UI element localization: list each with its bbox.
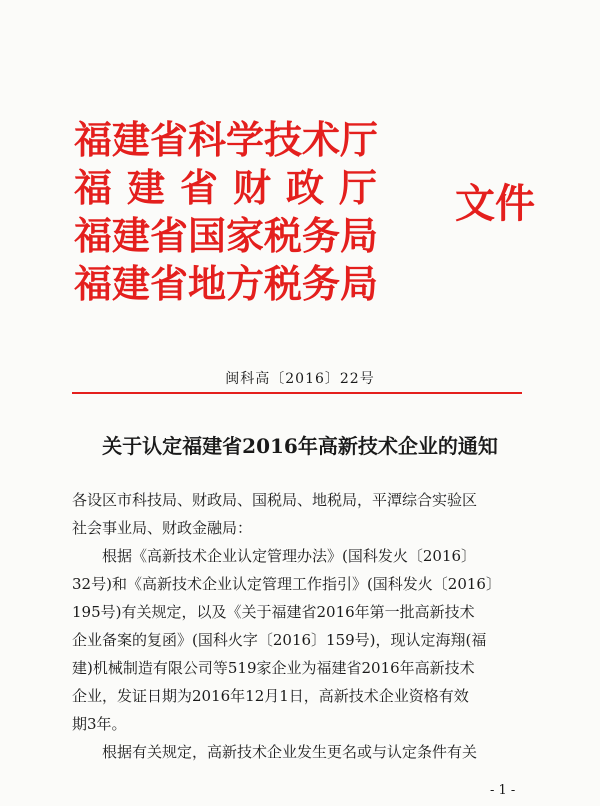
body-line: 根据有关规定，高新技术企业发生更名或与认定条件有关: [102, 743, 478, 761]
issuer-science-tech-dept: 福建省科学技术厅: [74, 118, 379, 162]
page-number: - 1 -: [490, 783, 516, 798]
body-line: 建)机械制造有限公司等519家企业为福建省2016年高新技术: [72, 659, 475, 677]
document-number: 闽科高〔2016〕22号: [225, 371, 375, 387]
body-line: 期3年。: [72, 715, 127, 733]
body-line: 各设区市科技局、财政局、国税局、地税局，平潭综合实验区: [72, 491, 478, 509]
body-line: 社会事业局、财政金融局：: [72, 519, 253, 537]
body-line: 企业，发证日期为2016年12月1日，高新技术企业资格有效: [72, 687, 469, 705]
document-title: 关于认定福建省2016年高新技术企业的通知: [102, 434, 498, 458]
red-divider: [72, 392, 522, 394]
body-line: 根据《高新技术企业认定管理办法》(国科发火〔2016〕: [102, 547, 477, 565]
issuer-finance-dept: 福建省财政厅: [74, 166, 393, 210]
body-line: 195号)有关规定，以及《关于福建省2016年第一批高新技术: [72, 603, 475, 621]
body-line: 32号)和《高新技术企业认定管理工作指引》(国科发火〔2016〕: [72, 575, 501, 593]
issuer-local-tax-bureau: 福建省地方税务局: [74, 262, 379, 306]
document-body: [72, 486, 552, 766]
issuer-national-tax-bureau: 福建省国家税务局: [74, 214, 379, 258]
issuing-agencies: [74, 116, 392, 308]
document-suffix: 文件: [455, 181, 535, 227]
body-line: 企业备案的复函》(国科火字〔2016〕159号)，现认定海翔(福: [72, 631, 487, 649]
